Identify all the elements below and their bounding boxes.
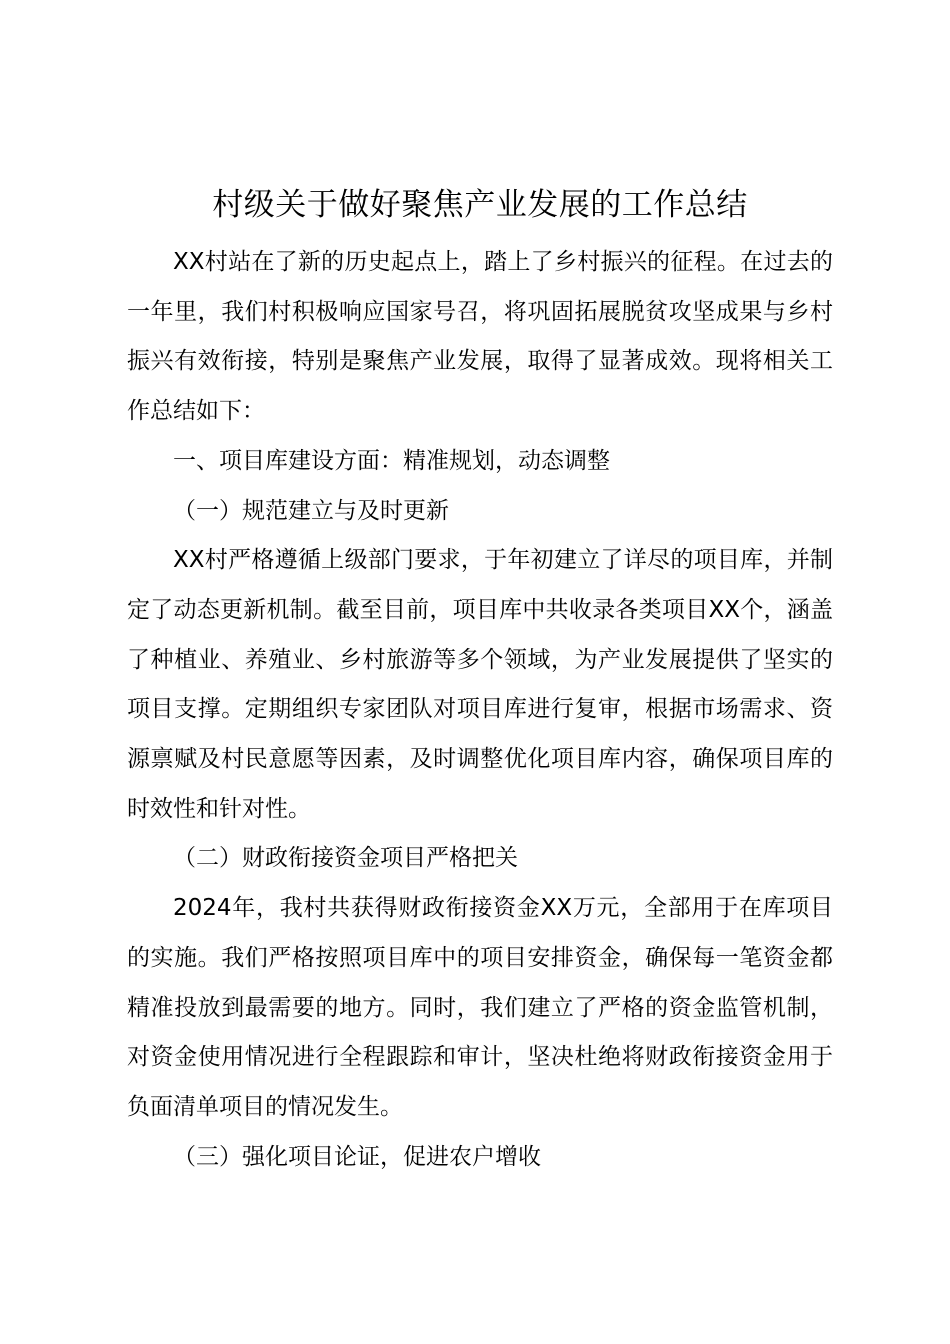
subsection-2-heading: （二）财政衔接资金项目严格把关 — [173, 845, 518, 872]
subsection-3-heading: （三）强化项目论证，促进农户增收 — [173, 1143, 541, 1170]
intro-paragraph: XX村站在了新的历史起点上，踏上了乡村振兴的征程。在过去的一年里，我们村积极响应国家号召，将巩固拓展脱贫攻坚成果与乡村振兴有效衔接，特别是聚焦产业发展，取得了显著成效。现将相关工作总结如下： — [127, 249, 833, 425]
subsection-1-body: XX村严格遵循上级部门要求，于年初建立了详尽的项目库，并制定了动态更新机制。截至目前，项目库中共收录各类项目XX个，涵盖了种植业、养殖业、乡村旅游等多个领域，为产业发展提供了坚实的项目支撑。定期组织专家团队对项目库进行复审，根据市场需求、资源禀赋及村民意愿等因素，及时调整优化项目库内容，确保项目库的时效性和针对性。 — [127, 547, 833, 822]
document-title: 村级关于做好聚焦产业发展的工作总结 — [212, 187, 748, 223]
section-1-heading: 一、项目库建设方面：精准规划，动态调整 — [173, 447, 610, 474]
document-page — [127, 178, 833, 1182]
subsection-1-heading: （一）规范建立与及时更新 — [173, 497, 449, 524]
subsection-2-body: 2024年，我村共获得财政衔接资金XX万元，全部用于在库项目的实施。我们严格按照项目库中的项目安排资金，确保每一笔资金都精准投放到最需要的地方。同时，我们建立了严格的资金监管机制，对资金使用情况进行全程跟踪和审计，坚决杜绝将财政衔接资金用于负面清单项目的情况发生。 — [127, 895, 833, 1120]
